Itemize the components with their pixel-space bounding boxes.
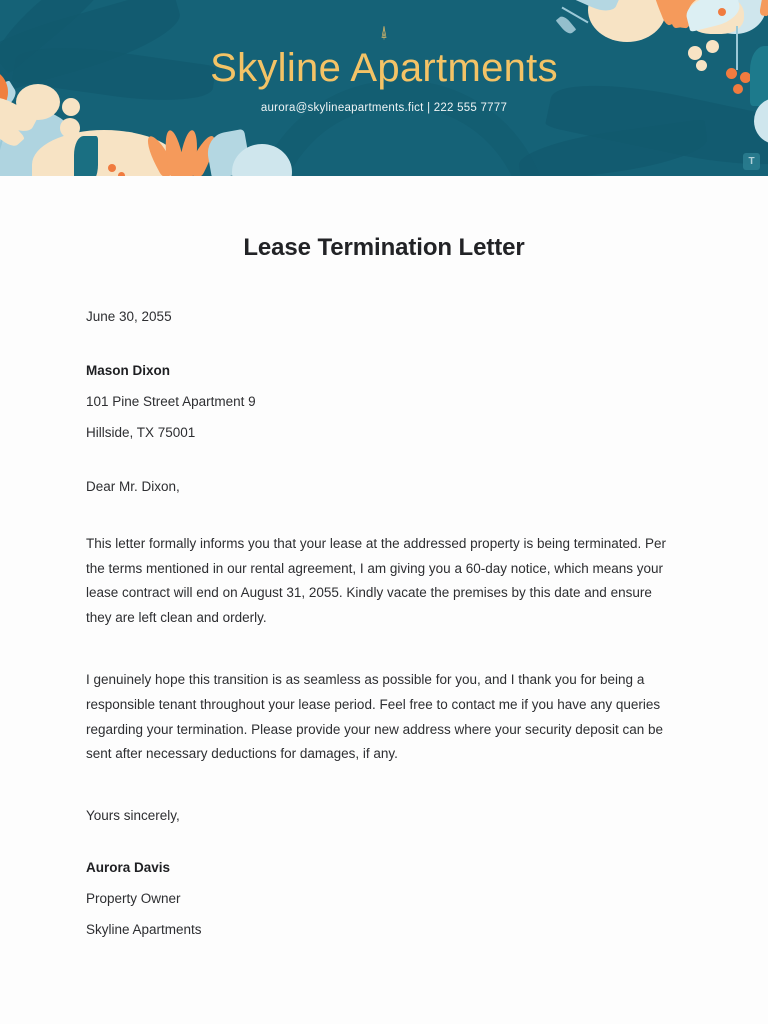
signature-block <box>86 860 682 937</box>
letter-date: June 30, 2055 <box>86 309 172 324</box>
tower-spire-icon <box>367 0 401 40</box>
closing-line: Yours sincerely, <box>86 807 180 823</box>
body-paragraph-1: This letter formally informs you that your lease at the addressed property is being terminated. Per the terms mentioned in our rental agreement, I am giving you a 60-day notice, which means your lease contract will end on August 31, 2055. Kindly vacate the premises by this date and ensure they are left clean and orderly. <box>86 536 667 625</box>
orange-dot-icon <box>118 172 125 176</box>
recipient-address-line-2: Hillside, TX 75001 <box>86 425 196 440</box>
dark-leaf-icon <box>74 136 98 176</box>
letterhead-center-block <box>0 0 768 114</box>
template-watermark-badge: T <box>743 153 760 170</box>
contact-line: aurora@skylineapartments.fict | 222 555 7777 <box>260 102 508 114</box>
recipient-address-line-1: 101 Pine Street Apartment 9 <box>86 394 256 409</box>
brand-name: Skyline Apartments <box>210 46 558 90</box>
signer-title: Property Owner <box>86 890 181 906</box>
letterhead-banner <box>0 0 768 176</box>
signer-name: Aurora Davis <box>86 859 171 875</box>
cream-dot-icon <box>60 118 80 138</box>
page-title: Lease Termination Letter <box>243 234 525 261</box>
recipient-name: Mason Dixon <box>86 363 171 378</box>
salutation: Dear Mr. Dixon, <box>86 479 180 494</box>
letter-body <box>0 234 768 937</box>
recipient-address-block <box>86 363 682 440</box>
signer-company: Skyline Apartments <box>86 921 202 937</box>
orange-dot-icon <box>108 164 116 172</box>
body-paragraph-2: I genuinely hope this transition is as seamless as possible for you, and I thank you for being a responsible tenant throughout your lease period. Feel free to contact me if you have any queries regarding your termination. Please provide your new address where your security deposit can be sent after necessary deductions for damages, if any. <box>86 672 664 762</box>
